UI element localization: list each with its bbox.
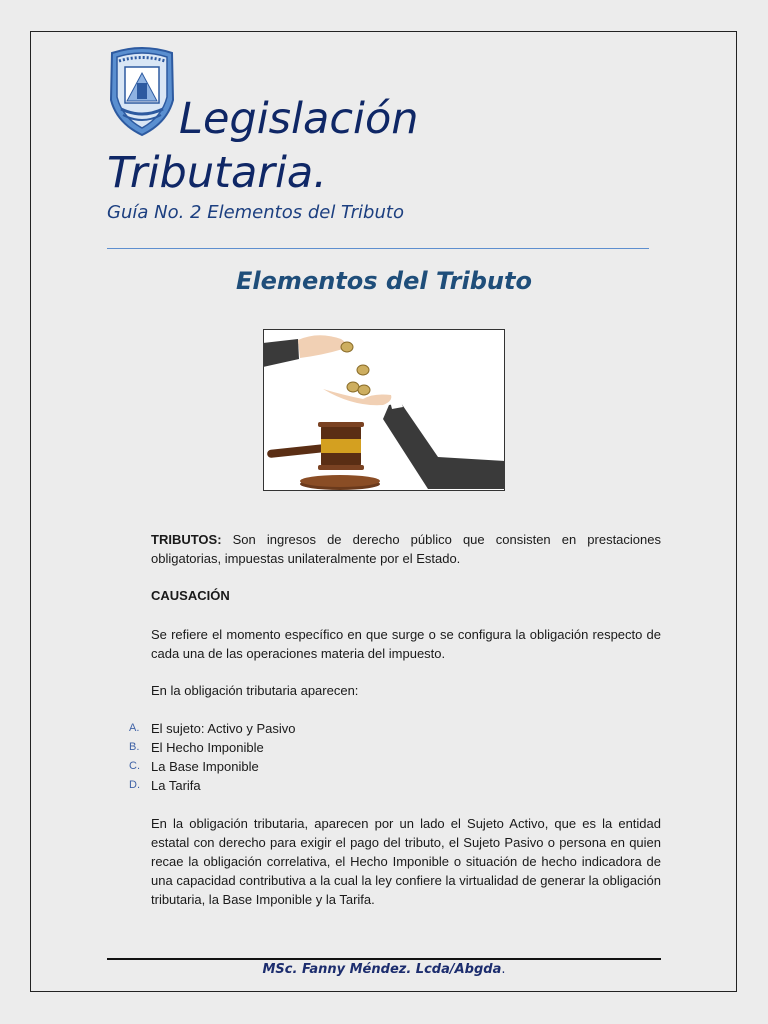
list-item	[129, 738, 429, 757]
tributos-text: Son ingresos de derecho público que consisten en prestaciones obligatorias, impuestas unilateralmente por el Estado.	[151, 532, 661, 566]
list-item-text: La Base Imponible	[151, 759, 259, 774]
document-subtitle: Guía No. 2 Elementos del Tributo	[107, 202, 404, 223]
document-title-line2: Tributaria.	[107, 148, 327, 198]
list-item	[129, 776, 429, 795]
causacion-heading: CAUSACIÓN	[151, 588, 230, 603]
list-marker: C.	[129, 760, 140, 772]
list-item-text: El Hecho Imponible	[151, 740, 264, 755]
list-item	[129, 757, 429, 776]
footer-suffix: .	[501, 962, 506, 977]
elements-list	[129, 719, 429, 795]
institution-seal-icon	[107, 45, 177, 137]
footer-author-line	[0, 962, 768, 977]
gavel-and-coins-illustration	[263, 329, 505, 491]
list-item-text: El sujeto: Activo y Pasivo	[151, 721, 296, 736]
causacion-paragraph: Se refiere el momento específico en que surge o se configura la obligación respecto de cada una de las operaciones materia del impuesto.	[151, 627, 661, 661]
closing-paragraph: En la obligación tributaria, aparecen por un lado el Sujeto Activo, que es la entidad estatal con derecho para exigir el pago del tributo, el Sujeto Pasivo o persona en quien recae la obligación correlativa, el Hecho Imponible o situación de hecho indicadora de una capacidad contributiva a la cual la ley confiere la virtualidad de generar la obligación tributaria, la Base Imponible y la Tarifa.	[151, 816, 661, 907]
list-intro: En la obligación tributaria aparecen:	[151, 683, 359, 698]
header-divider	[107, 248, 649, 249]
section-heading: Elementos del Tributo	[236, 267, 532, 295]
footer-divider	[107, 958, 661, 960]
list-item-text: La Tarifa	[151, 778, 201, 793]
list-item	[129, 719, 429, 738]
footer-author: MSc. Fanny Méndez. Lcda/Abgda	[262, 962, 502, 977]
list-marker: D.	[129, 779, 140, 791]
tributos-label: TRIBUTOS:	[151, 532, 222, 547]
list-marker: B.	[129, 741, 140, 753]
document-title-line1: Legislación	[179, 94, 419, 144]
tributos-paragraph	[151, 530, 661, 568]
list-marker: A.	[129, 722, 140, 734]
